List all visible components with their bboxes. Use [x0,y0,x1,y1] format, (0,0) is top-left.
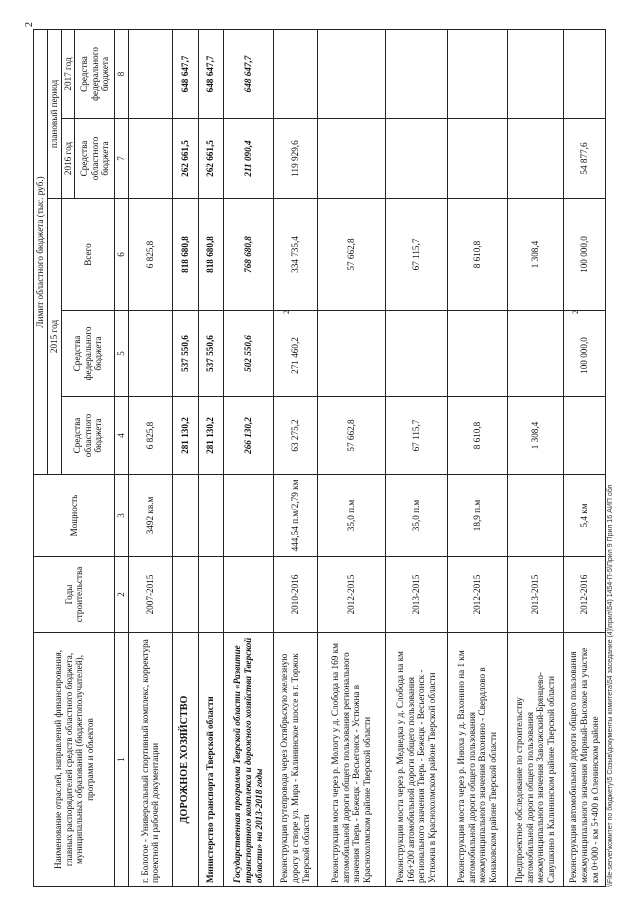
row-regional-2016: 54 877,6 [563,119,605,199]
row-federal-2015 [385,311,447,397]
row-years [223,557,273,633]
row-regional-2016 [128,119,172,199]
row-capacity: 35,0 п.м [385,475,447,557]
header-2015: 2015 год [48,199,62,475]
row-federal-2017 [507,29,563,118]
row-regional-2015: 281 130,2 [198,397,223,475]
header-federal-2017: Средства федерального бюджета [75,29,115,118]
row-name: Реконструкция путепровода через Октябрьскую железную дорогу в створе ул. Мира - Калининское шоссе в г. Торжок Тверской области [273,633,317,887]
row-regional-2016 [317,119,385,199]
row-regional-2015: 67 115,7 [385,397,447,475]
row-capacity: 35,0 п.м [317,475,385,557]
row-federal-2015: 537 550,6 [198,311,223,397]
row-total: 57 662,8 [317,199,385,311]
row-federal-2015-value: 271 460,2 [289,337,300,374]
row-name: ДОРОЖНОЕ ХОЗЯЙСТВО [172,633,198,887]
table-row [223,29,273,886]
row-years [198,557,223,633]
row-years [172,557,198,633]
row-federal-2015-value: 100 000,0 [578,337,589,374]
row-federal-2017 [447,29,507,118]
row-name: Реконструкция моста через р. Инюха у д. Вахонино на 1 км автомобильной дороги общего пользования межмуниципального значения Вахонино - Свердлово в Конаковском районе Тверской области [447,633,507,887]
footnote-marker: 2 [570,310,580,314]
budget-table-container [33,30,601,887]
row-regional-2016: 211 090,4 [223,119,273,199]
header-name: Наименование отраслей, направлений финансирования, главных распорядителей средств областного бюджета, муниципальных образований (бюджетополучателей), программ и объектов [34,633,115,887]
row-regional-2015: 266 130,2 [223,397,273,475]
row-federal-2017 [563,29,605,118]
row-capacity [507,475,563,557]
row-total: 1 308,4 [507,199,563,311]
row-name: Министерство транспорта Тверской области [198,633,223,887]
row-years: 2012-2016 [563,557,605,633]
row-federal-2015 [128,311,172,397]
header-years: Годы строительства [34,557,115,633]
row-name: Реконструкция моста через р. Медведка у д. Слобода на км 166+200 автомобильной дороги общего пользования регионального значения Тверь - Бежецк - Весьегонск - Устюжна в Краснохолмском районе Тверской области [385,633,447,887]
table-row [273,29,317,886]
header-plan-period: плановый период [48,29,62,198]
row-regional-2016 [447,119,507,199]
budget-table [33,29,606,887]
col-number: 4 [115,397,128,475]
row-total: 818 680,8 [172,199,198,311]
row-total: 818 680,8 [198,199,223,311]
row-federal-2015 [563,311,605,397]
page-number: 2 [24,22,35,27]
table-row [563,29,605,886]
col-number: 2 [115,557,128,633]
col-number: 1 [115,633,128,887]
row-federal-2015: 537 550,6 [172,311,198,397]
row-federal-2015 [273,311,317,397]
row-years: 2007-2015 [128,557,172,633]
col-number: 5 [115,311,128,397]
row-years: 2013-2015 [507,557,563,633]
row-federal-2017 [385,29,447,118]
col-number: 6 [115,199,128,311]
row-years: 2012-2015 [317,557,385,633]
header-regional-2016: Средства областного бюджета [75,119,115,199]
row-regional-2016 [385,119,447,199]
table-row [128,29,172,886]
table-row [198,29,223,886]
header-2016: 2016 год [61,119,75,199]
row-regional-2016: 119 929,6 [273,119,317,199]
table-row [317,29,385,886]
header-federal-2015: Средства федерального бюджета [61,311,115,397]
col-number: 8 [115,29,128,118]
row-years: 2010-2016 [273,557,317,633]
row-federal-2015 [447,311,507,397]
row-regional-2015: 281 130,2 [172,397,198,475]
row-name: Предпроектное обследование по строительству автомобильной дороги общего пользования межмуниципального значения Заволжский-Брянцево-Савушкино в Калининском районе Тверской области [507,633,563,887]
footnote-marker: 2 [281,310,291,314]
row-total: 8 610,8 [447,199,507,311]
row-federal-2015 [507,311,563,397]
row-federal-2017 [317,29,385,118]
row-capacity: 3492 кв.м [128,475,172,557]
row-federal-2017: 648 647,7 [223,29,273,118]
row-name: г. Бологое - Универсальный спортивный комплекс, корректура проектной и рабочей документации [128,633,172,887]
row-regional-2016: 262 661,5 [198,119,223,199]
file-path-footer: \\File-server\комитет по бюджету\5 Созыв\документы комитета\54 заседание (4)\прил\54) 1454-П-5\Прил 9 Прил 16 АИП обл [607,484,614,887]
row-capacity [198,475,223,557]
row-regional-2015: 8 610,8 [447,397,507,475]
row-capacity [223,475,273,557]
header-total: Всего [61,199,115,311]
row-capacity: 5,4 км [563,475,605,557]
table-row [385,29,447,886]
row-regional-2015 [563,397,605,475]
row-federal-2015: 502 550,6 [223,311,273,397]
row-name: Реконструкция моста через р. Мологу у д. Слобода на 169 км автомобильной дороги общего пользования регионального значения Тверь - Бежецк - Весьегонск - Устюжна в Краснохолмском районе Тверской области [317,633,385,887]
header-capacity: Мощность [34,475,115,557]
row-regional-2016 [507,119,563,199]
row-regional-2015: 6 825,8 [128,397,172,475]
header-regional-2015: Средства областного бюджета [61,397,115,475]
row-regional-2015: 63 275,2 [273,397,317,475]
row-capacity: 18,9 п.м [447,475,507,557]
row-years: 2013-2015 [385,557,447,633]
row-regional-2016: 262 661,5 [172,119,198,199]
table-row [447,29,507,886]
row-federal-2017: 648 647,7 [198,29,223,118]
row-total: 6 825,8 [128,199,172,311]
row-name: Государственная программа Тверской области «Развитие транспортного комплекса и дорожного хозяйства Тверской области» на 2013-2018 годы [223,633,273,887]
header-limit: Лимит областного бюджета (тыс. руб.) [34,29,48,474]
row-capacity: 444,54 п.м/2,79 км [273,475,317,557]
row-years: 2012-2015 [447,557,507,633]
row-federal-2017 [273,29,317,118]
row-regional-2015: 57 662,8 [317,397,385,475]
header-2017: 2017 год [61,29,75,118]
row-federal-2015 [317,311,385,397]
row-regional-2015: 1 308,4 [507,397,563,475]
row-capacity [172,475,198,557]
col-number: 3 [115,475,128,557]
row-total: 100 000,0 [563,199,605,311]
table-row [507,29,563,886]
row-federal-2017 [128,29,172,118]
col-number: 7 [115,119,128,199]
table-row [172,29,198,886]
row-total: 67 115,7 [385,199,447,311]
row-total: 334 735,4 [273,199,317,311]
row-total: 768 680,8 [223,199,273,311]
row-federal-2017: 648 647,7 [172,29,198,118]
row-name: Реконструкция автомобильной дороги общего пользования межмуниципального значения Мирный-Высокое на участке км 0+000 - км 5+400 в Оленинском районе [563,633,605,887]
